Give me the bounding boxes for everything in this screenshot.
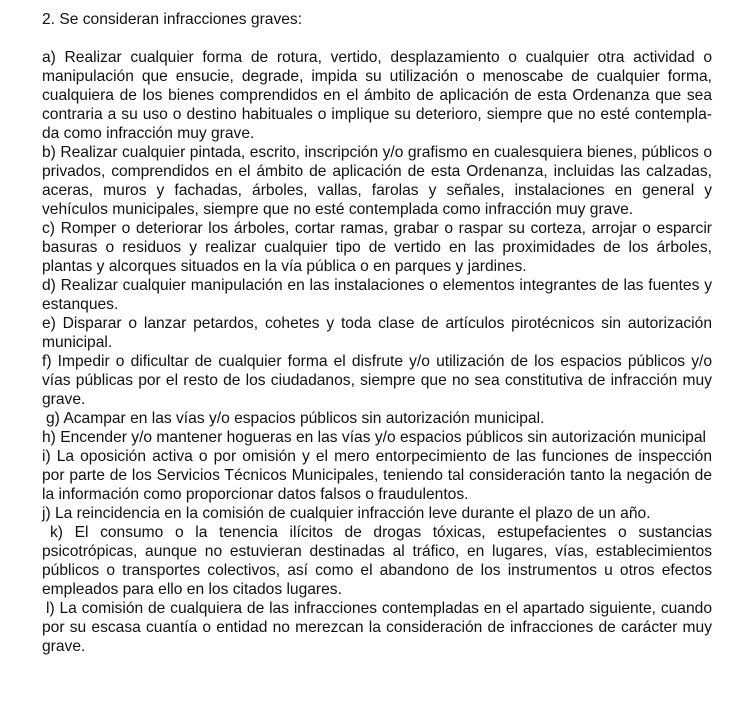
clause-i: i) La oposición activa o por omisión y el mero entorpecimiento de las funciones de inspección por parte de los Servicios Técnicos Municipales, teniendo tal consideración tanto la negación de la información como proporcionar datos falsos o fraudulentos. [42,448,712,503]
clause-j: j) La reincidencia en la comisión de cualquier infracción leve durante el plazo de un año. [42,505,651,522]
clause-c: c) Romper o deteriorar los árboles, cortar ramas, grabar o raspar su corteza, arrojar o esparcir basuras o residuos y realizar cualquier tipo de vertido en las proximidades de los árboles, plantas y alcorques situados en la vía pública o en parques y jardines. [42,220,712,275]
clause-h: h) Encender y/o mantener hogueras en las vías y/o espacios públicos sin autorización municipal [42,429,706,446]
clause-g: g) Acampar en las vías y/o espacios públicos sin autorización municipal. [46,410,545,427]
clause-a: a) Realizar cualquier forma de rotura, vertido, desplazamiento o cualquier otra actividad o manipulación que ensucie, degrade, impida su utilización o menoscabe de cualquier forma, cualquiera de los bienes comprendidos en el ámbito de aplicación de esta Ordenanza que sea contraria a su uso o destino habituales o implique su deterioro, siempre que no esté contempla- da como infracción muy grave. [42,49,712,142]
clause-d: d) Realizar cualquier manipulación en las instalaciones o elementos integrantes de las fuentes y estanques. [42,277,712,313]
clause-f: f) Impedir o dificultar de cualquier forma el disfrute y/o utilización de los espacios públicos y/o vías públicas por el resto de los ciudadanos, siempre que no sea constitutiva de infracción muy grave. [42,353,712,408]
clause-k: k) El consumo o la tenencia ilícitos de drogas tóxicas, estupefacientes o sustancias psicotrópicas, aunque no estuvieran destinadas al tráfico, en lugares, vías, establecimientos públicos o transportes colectivos, así como el abandono de los instrumentos u otros efectos empleados para ello en los citados lugares. [42,524,712,598]
clause-b: b) Realizar cualquier pintada, escrito, inscripción y/o grafismo en cualesquiera bienes, públicos o privados, comprendidos en el ámbito de aplicación de esta Ordenanza, incluidas las calzadas, aceras, muros y fachadas, árboles, vallas, farolas y señales, instalaciones en general y vehículos municipales, siempre que no esté contemplada como infracción muy grave. [42,144,712,218]
clause-l: l) La comisión de cualquiera de las infracciones contempladas en el apartado siguiente, cuando por su escasa cuantía o entidad no merezcan la consideración de infracciones de carácter muy grave. [42,600,712,655]
document-page [42,10,712,656]
section-heading: 2. Se consideran infracciones graves: [42,11,303,28]
blank-line [42,29,712,48]
clause-e: e) Disparar o lanzar petardos, cohetes y toda clase de artículos pirotécnicos sin autorización municipal. [42,315,712,351]
